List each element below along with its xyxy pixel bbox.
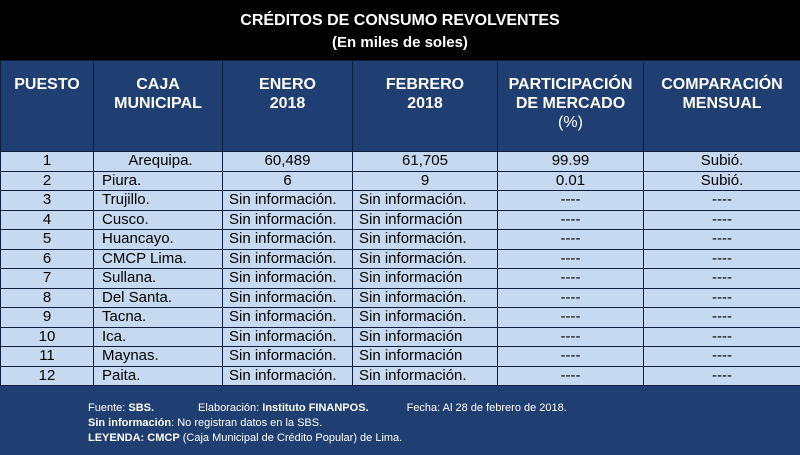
cell-caja: Tacna. — [94, 308, 223, 328]
header-caja-line2: MUNICIPAL — [114, 95, 202, 112]
cell-comparacion: ---- — [644, 269, 800, 289]
title-band — [0, 0, 800, 60]
cell-participacion: ---- — [498, 366, 644, 386]
cell-febrero: Sin información. — [353, 191, 498, 211]
cell-enero: Sin información. — [223, 366, 353, 386]
cell-enero: Sin información. — [223, 249, 353, 269]
cell-puesto: 1 — [1, 152, 94, 172]
cell-puesto: 8 — [1, 288, 94, 308]
cell-enero: Sin información. — [223, 308, 353, 328]
header-part-line2: DE MERCADO — [515, 95, 626, 112]
cell-caja: CMCP Lima. — [94, 249, 223, 269]
footer-sin-label: Sin información — [88, 417, 172, 429]
table-row — [1, 249, 800, 269]
cell-comparacion: ---- — [644, 230, 800, 250]
cell-participacion: 0.01 — [498, 171, 644, 191]
cell-caja: Huancayo. — [94, 230, 223, 250]
header-comp-line2: MENSUAL — [682, 95, 762, 112]
cell-febrero: Sin información — [353, 210, 498, 230]
cell-febrero: Sin información — [353, 327, 498, 347]
cell-enero: Sin información. — [223, 191, 353, 211]
cell-caja: Sullana. — [94, 269, 223, 289]
header-febrero — [353, 61, 498, 152]
cell-participacion: ---- — [498, 288, 644, 308]
cell-febrero: Sin información — [353, 269, 498, 289]
table-row — [1, 366, 800, 386]
header-enero — [223, 61, 353, 152]
header-part-line1: PARTICIPACIÓN — [508, 76, 633, 93]
footer-notes — [88, 401, 788, 446]
cell-febrero: Sin información. — [353, 249, 498, 269]
cell-caja: Cusco. — [94, 210, 223, 230]
cell-caja: Del Santa. — [94, 288, 223, 308]
cell-enero: Sin información. — [223, 210, 353, 230]
footer-leyenda-text: (Caja Municipal de Crédito Popular) de Lima. — [179, 432, 403, 444]
footer-fuente-value: SBS. — [128, 402, 155, 414]
cell-febrero: Sin información. — [353, 308, 498, 328]
footer-sin-text: : No registran datos en la SBS. — [171, 417, 323, 429]
cell-puesto: 3 — [1, 191, 94, 211]
cell-participacion: ---- — [498, 269, 644, 289]
table-row — [1, 288, 800, 308]
footer-elab-value: Instituto FINANPOS. — [262, 402, 369, 414]
header-caja-line1: CAJA — [136, 76, 180, 93]
header-febrero-line1: FEBRERO — [385, 76, 465, 93]
header-febrero-line2: 2018 — [407, 95, 443, 112]
cell-puesto: 2 — [1, 171, 94, 191]
cell-febrero: Sin información. — [353, 366, 498, 386]
table-row — [1, 191, 800, 211]
cell-febrero: 61,705 — [353, 152, 498, 172]
header-part-line3: (%) — [558, 114, 583, 131]
cell-comparacion: ---- — [644, 366, 800, 386]
footer-leyenda-row — [88, 431, 788, 446]
cell-comparacion: ---- — [644, 288, 800, 308]
cell-comparacion: ---- — [644, 308, 800, 328]
header-comp-line1: COMPARACIÓN — [661, 76, 783, 93]
table-row — [1, 152, 800, 172]
header-enero-line2: 2018 — [269, 95, 306, 112]
cell-puesto: 4 — [1, 210, 94, 230]
cell-enero: Sin información. — [223, 347, 353, 367]
cell-enero: 6 — [223, 171, 353, 191]
cell-participacion: ---- — [498, 249, 644, 269]
cell-puesto: 11 — [1, 347, 94, 367]
header-enero-line1: ENERO — [259, 76, 316, 93]
cell-puesto: 10 — [1, 327, 94, 347]
cell-caja: Trujillo. — [94, 191, 223, 211]
cell-comparacion: ---- — [644, 210, 800, 230]
cell-caja: Ica. — [94, 327, 223, 347]
header-puesto-label: PUESTO — [14, 76, 80, 93]
cell-febrero: 9 — [353, 171, 498, 191]
page-title: CRÉDITOS DE CONSUMO REVOLVENTES — [240, 12, 560, 29]
cell-puesto: 7 — [1, 269, 94, 289]
page-subtitle: (En miles de soles) — [332, 34, 468, 51]
footer-sin-row — [88, 416, 788, 431]
table-row — [1, 171, 800, 191]
cell-participacion: ---- — [498, 327, 644, 347]
cell-enero: Sin información. — [223, 288, 353, 308]
cell-caja: Piura. — [94, 171, 223, 191]
cell-comparacion: ---- — [644, 347, 800, 367]
cell-enero: Sin información. — [223, 269, 353, 289]
header-caja — [94, 61, 223, 152]
cell-comparacion: Subió. — [644, 152, 800, 172]
cell-comparacion: Subió. — [644, 171, 800, 191]
cell-enero: Sin información. — [223, 230, 353, 250]
cell-caja: Maynas. — [94, 347, 223, 367]
cell-puesto: 9 — [1, 308, 94, 328]
cell-puesto: 6 — [1, 249, 94, 269]
table-row — [1, 308, 800, 328]
cell-participacion: ---- — [498, 191, 644, 211]
credits-table — [0, 60, 800, 386]
cell-febrero: Sin información. — [353, 288, 498, 308]
cell-comparacion: ---- — [644, 191, 800, 211]
table-row — [1, 210, 800, 230]
table-row — [1, 327, 800, 347]
cell-participacion: ---- — [498, 308, 644, 328]
footer-fecha: Fecha: Al 28 de febrero de 2018. — [406, 402, 567, 414]
table-row — [1, 347, 800, 367]
header-puesto — [1, 61, 94, 152]
footer-fuente-label: Fuente: — [88, 402, 129, 414]
header-participacion — [498, 61, 644, 152]
header-comparacion — [644, 61, 800, 152]
cell-participacion: ---- — [498, 347, 644, 367]
cell-febrero: Sin información — [353, 347, 498, 367]
footer-source-row — [88, 401, 788, 416]
footer-leyenda-label: LEYENDA: CMCP — [88, 432, 180, 444]
cell-caja: Paita. — [94, 366, 223, 386]
cell-comparacion: ---- — [644, 327, 800, 347]
cell-participacion: ---- — [498, 210, 644, 230]
table-row — [1, 230, 800, 250]
cell-participacion: ---- — [498, 230, 644, 250]
cell-puesto: 12 — [1, 366, 94, 386]
cell-comparacion: ---- — [644, 249, 800, 269]
table-body — [1, 152, 800, 386]
cell-enero: 60,489 — [223, 152, 353, 172]
cell-puesto: 5 — [1, 230, 94, 250]
table-header-row — [1, 61, 800, 152]
table-row — [1, 269, 800, 289]
cell-caja: Arequipa. — [94, 152, 223, 172]
footer-elab-label: Elaboración: — [198, 402, 263, 414]
cell-participacion: 99.99 — [498, 152, 644, 172]
cell-febrero: Sin información. — [353, 230, 498, 250]
cell-enero: Sin información. — [223, 327, 353, 347]
